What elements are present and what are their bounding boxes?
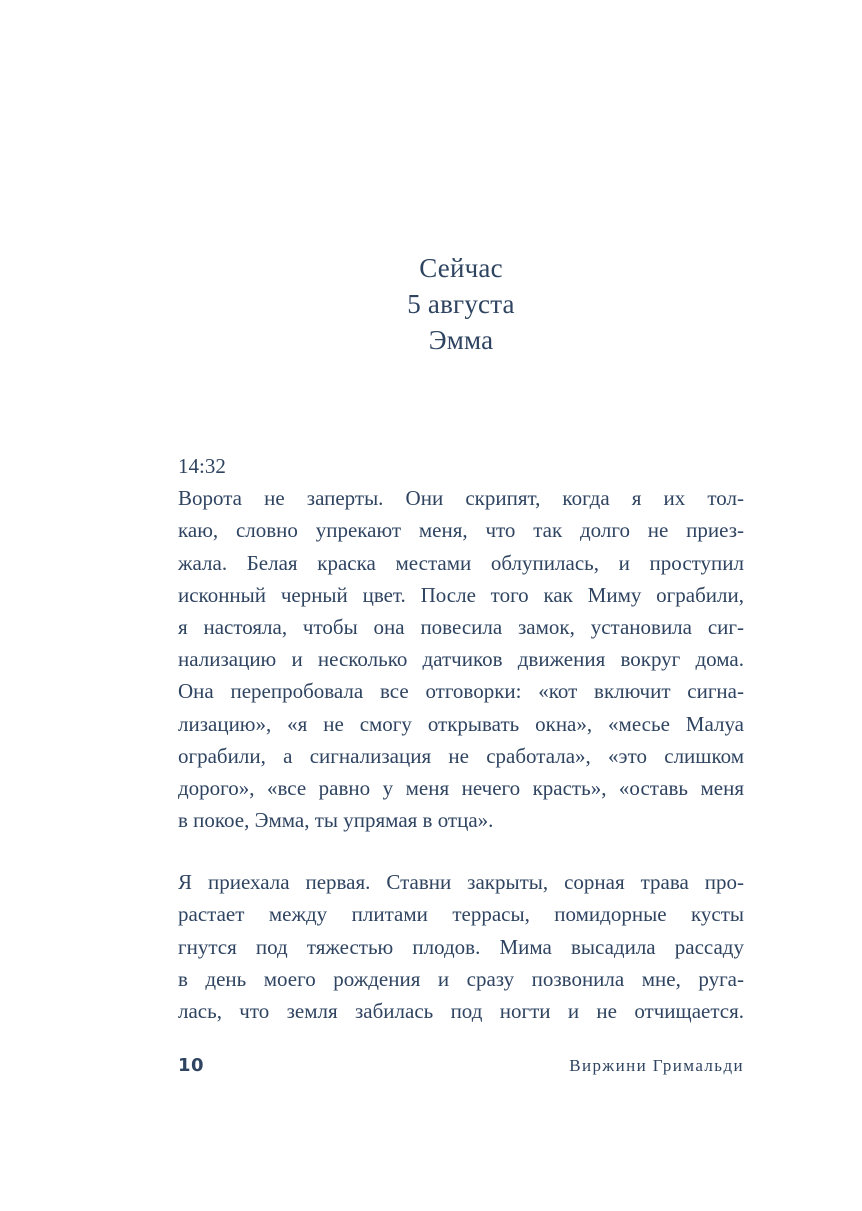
paragraph-line: я настояла, чтобы она повесила замок, установила сиг- [178, 614, 744, 639]
heading-time-label: Сейчас [419, 253, 503, 283]
body-text [178, 450, 744, 1027]
paragraph-gap [178, 836, 744, 866]
paragraph-line: ограбили, а сигнализация не сработала», «это слишком [178, 743, 744, 768]
paragraph-line: растает между плитами террасы, помидорные кусты [178, 902, 744, 927]
page-number: 10 [178, 1055, 205, 1076]
paragraph-line: лизацию», «я не смогу открывать окна», «месье Малуа [178, 711, 744, 736]
paragraph-line: каю, словно упрекают меня, что так долго не приез- [178, 518, 744, 543]
paragraph-1 [178, 482, 744, 836]
paragraph-line: нализацию и несколько датчиков движения вокруг дома. [178, 647, 744, 672]
paragraph-line: Ворота не заперты. Они скрипят, когда я их тол- [178, 486, 744, 511]
paragraph-line: в день моего рождения и сразу позвонила мне, руга- [178, 966, 744, 991]
chapter-heading [0, 250, 862, 358]
running-footer-author: Виржини Гримальди [569, 1056, 744, 1075]
heading-narrator: Эмма [428, 325, 494, 355]
time-stamp: 14:32 [178, 454, 226, 478]
heading-date: 5 августа [407, 289, 515, 319]
paragraph-2 [178, 866, 744, 1027]
paragraph-line: в покое, Эмма, ты упрямая в отца». [178, 808, 494, 833]
paragraph-line: жала. Белая краска местами облупилась, и проступил [178, 550, 744, 575]
paragraph-line: Я приехала первая. Ставни закрыты, сорная трава про- [178, 870, 744, 895]
paragraph-line: лась, что земля забилась под ногти и не отчищается. [178, 999, 744, 1023]
paragraph-line: Она перепробовала все отговорки: «кот включит сигна- [178, 679, 744, 704]
paragraph-line: гнутся под тяжестью плодов. Мима высадила рассаду [178, 934, 744, 959]
paragraph-line: дорого», «все равно у меня нечего красть», «оставь меня [178, 775, 744, 800]
paragraph-line: исконный черный цвет. После того как Миму ограбили, [178, 582, 744, 607]
